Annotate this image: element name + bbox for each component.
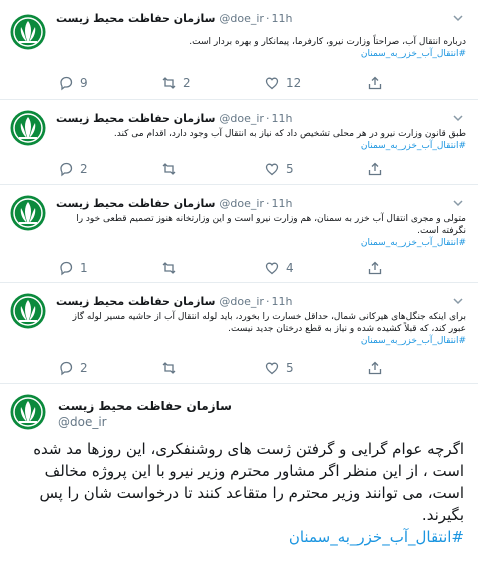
tweet-text-content: درباره انتقال آب، صراحتاً وزارت نیرو، کارفرما، پیمانکار و بهره بردار است.	[189, 37, 466, 47]
share-button[interactable]	[367, 160, 383, 178]
hashtag-link[interactable]: #انتقال_آب_خزر_به_سمنان	[360, 336, 466, 346]
doe-logo-icon	[10, 110, 46, 146]
reply-button[interactable]	[58, 259, 88, 277]
main-tweet-text	[12, 438, 464, 548]
avatar[interactable]	[10, 293, 46, 329]
tweet[interactable]	[0, 0, 478, 100]
tweet-header	[56, 295, 292, 309]
author-name[interactable]: سازمان حفاظت محیط زیست	[56, 12, 216, 25]
chevron-down-icon	[450, 195, 466, 211]
tweet-text	[56, 311, 466, 347]
doe-logo-icon	[10, 394, 46, 430]
tweet-text-content: طبق قانون وزارت نیرو در هر محلی تشخیص داد که نیاز به انتقال آب وجود دارد، اقدام می کند.	[113, 129, 466, 139]
heart-icon	[264, 360, 280, 376]
like-button[interactable]	[264, 359, 294, 377]
tweet[interactable]	[0, 185, 478, 283]
retweet-button[interactable]	[161, 160, 183, 178]
tweet-actions	[58, 74, 448, 92]
chevron-down-icon	[450, 293, 466, 309]
like-count: 5	[286, 162, 294, 176]
author-handle[interactable]: @doe_ir	[219, 112, 264, 125]
tweet-menu-button[interactable]	[450, 293, 466, 309]
author-handle[interactable]: @doe_ir	[58, 415, 107, 429]
avatar[interactable]	[10, 394, 46, 430]
share-icon	[367, 260, 383, 276]
tweet[interactable]	[0, 100, 478, 185]
retweet-icon	[161, 161, 177, 177]
timestamp[interactable]: 11h	[271, 197, 293, 210]
like-button[interactable]	[264, 259, 294, 277]
like-count: 12	[286, 76, 302, 90]
author-handle[interactable]: @doe_ir	[219, 12, 264, 25]
author-handle[interactable]: @doe_ir	[219, 295, 264, 308]
reply-icon	[58, 75, 74, 91]
heart-icon	[264, 260, 280, 276]
separator-dot: ·	[265, 112, 270, 125]
retweet-count: 2	[183, 76, 191, 90]
author-name[interactable]: سازمان حفاظت محیط زیست	[58, 399, 232, 413]
reply-button[interactable]	[58, 74, 88, 92]
tweet-actions	[58, 259, 448, 277]
retweet-button[interactable]	[161, 74, 191, 92]
tweet-text	[56, 213, 466, 249]
reply-count: 9	[80, 76, 88, 90]
tweet-actions	[58, 359, 448, 377]
reply-count: 2	[80, 361, 88, 375]
doe-logo-icon	[10, 195, 46, 231]
tweet-header	[56, 12, 292, 26]
retweet-icon	[161, 260, 177, 276]
tweet-text	[56, 36, 466, 60]
tweet-header	[56, 112, 292, 126]
hashtag-link[interactable]: #انتقال_آب_خزر_به_سمنان	[360, 49, 466, 59]
retweet-button[interactable]	[161, 359, 183, 377]
share-icon	[367, 161, 383, 177]
retweet-button[interactable]	[161, 259, 183, 277]
like-button[interactable]	[264, 74, 301, 92]
share-button[interactable]	[367, 359, 383, 377]
reply-icon	[58, 161, 74, 177]
share-icon	[367, 360, 383, 376]
chevron-down-icon	[450, 10, 466, 26]
like-count: 4	[286, 261, 294, 275]
hashtag-link[interactable]: #انتقال_آب_خزر_به_سمنان	[360, 141, 466, 151]
tweet-actions	[58, 160, 448, 178]
share-button[interactable]	[367, 259, 383, 277]
author-name[interactable]: سازمان حفاظت محیط زیست	[56, 295, 216, 308]
separator-dot: ·	[265, 197, 270, 210]
share-icon	[367, 75, 383, 91]
like-button[interactable]	[264, 160, 294, 178]
hashtag-link[interactable]: #انتقال_آب_خزر_به_سمنان	[288, 528, 464, 546]
reply-count: 1	[80, 261, 88, 275]
like-count: 5	[286, 361, 294, 375]
retweet-icon	[161, 360, 177, 376]
avatar[interactable]	[10, 110, 46, 146]
author-handle[interactable]: @doe_ir	[219, 197, 264, 210]
timestamp[interactable]: 11h	[271, 12, 293, 25]
tweet-menu-button[interactable]	[450, 110, 466, 126]
main-tweet-header	[58, 398, 232, 430]
avatar[interactable]	[10, 14, 46, 50]
hashtag-link[interactable]: #انتقال_آب_خزر_به_سمنان	[360, 238, 466, 248]
tweet-text-content: متولی و مجری انتقال آب خزر به سمنان، هم وزارت نیرو است و این وزارتخانه هنوز تصمیم قطعی خود را نگرفته است.	[76, 214, 466, 236]
tweet[interactable]	[0, 283, 478, 384]
tweet-menu-button[interactable]	[450, 195, 466, 211]
main-tweet-text-content: اگرچه عوام گرایی و گرفتن ژست های روشنفکری، این روزها مد شده است ، از این منظر اگر مشاور محترم وزیر نیرو با این پروژه مخالف است، می توانند وزیر محترم را متقاعد کنند تا درخواست شان را پس بگیرند.	[33, 440, 464, 524]
author-name[interactable]: سازمان حفاظت محیط زیست	[56, 197, 216, 210]
tweet-text	[56, 128, 466, 152]
doe-logo-icon	[10, 14, 46, 50]
doe-logo-icon	[10, 293, 46, 329]
chevron-down-icon	[450, 110, 466, 126]
separator-dot: ·	[265, 12, 270, 25]
reply-icon	[58, 360, 74, 376]
retweet-icon	[161, 75, 177, 91]
tweet-header	[56, 197, 292, 211]
avatar[interactable]	[10, 195, 46, 231]
reply-count: 2	[80, 162, 88, 176]
tweet-text-content: برای اینکه جنگل‌های هیرکانی شمال، حداقل خسارت را بخورد، باید لوله انتقال آب از حاشیه مسیر لوله گاز عبور کند، که قبلاً کشیده شده و نیاز به قطع درختان جدید نیست.	[72, 312, 466, 334]
reply-button[interactable]	[58, 359, 88, 377]
author-name[interactable]: سازمان حفاظت محیط زیست	[56, 112, 216, 125]
timestamp[interactable]: 11h	[271, 112, 293, 125]
heart-icon	[264, 75, 280, 91]
share-button[interactable]	[367, 74, 383, 92]
reply-button[interactable]	[58, 160, 88, 178]
reply-icon	[58, 260, 74, 276]
heart-icon	[264, 161, 280, 177]
separator-dot: ·	[265, 295, 270, 308]
timestamp[interactable]: 11h	[271, 295, 293, 308]
tweet-menu-button[interactable]	[450, 10, 466, 26]
